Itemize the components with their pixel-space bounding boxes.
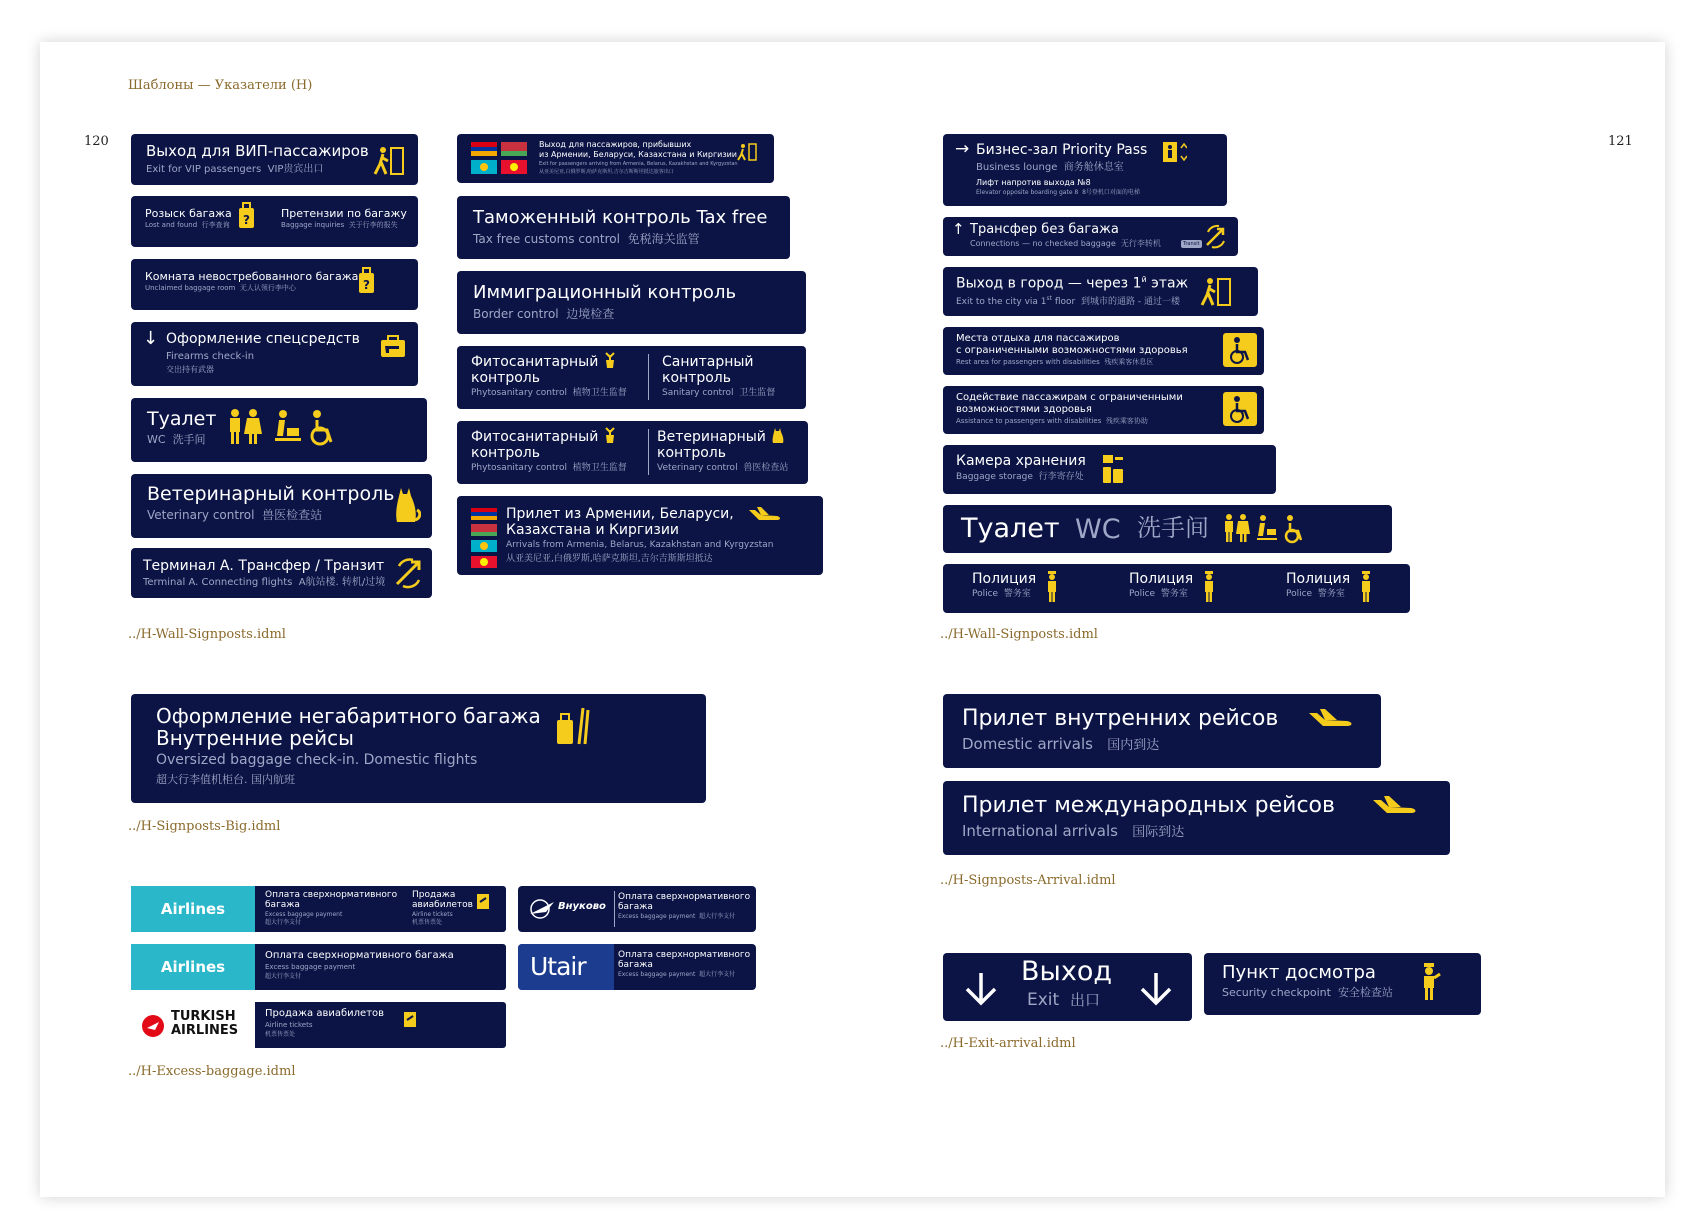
- sign-subtitle: [976, 162, 1124, 173]
- sign-title: Полиция: [972, 571, 1037, 587]
- arrow-down-icon: [1138, 971, 1174, 1007]
- sign-cn: 警务室: [1317, 589, 1345, 599]
- sign-cn: 洗手间: [1137, 514, 1209, 542]
- sign-title: Выход: [1021, 956, 1113, 987]
- sign-cn: 卫生监督: [739, 388, 776, 398]
- sign-en: Security checkpoint: [1222, 986, 1331, 999]
- exit-icon: [736, 143, 758, 161]
- sign-assistance-disabled: [943, 386, 1264, 434]
- sign-subtitle: [956, 418, 1148, 426]
- sign-police: [943, 564, 1410, 613]
- sign-cn: 免税海关监管: [627, 232, 700, 246]
- sign-oversized-baggage: [131, 694, 706, 803]
- plant-icon: [603, 351, 617, 369]
- brand-line-2: AIRLINES: [171, 1023, 239, 1038]
- arrow-down-icon: [963, 971, 999, 1007]
- sign-en: Connections — no checked baggage: [970, 239, 1116, 248]
- sign-en: Baggage inquiries: [281, 221, 345, 229]
- brand-line-1: TURKISH: [171, 1009, 236, 1024]
- sign-en: Domestic arrivals: [962, 735, 1093, 753]
- sign-exit: [943, 953, 1192, 1021]
- sign-en-b: Airline tickets: [412, 911, 453, 918]
- flag-armenia-icon: [471, 142, 497, 156]
- sign-en: Assistance to passengers with disabilities: [956, 417, 1102, 425]
- sign-title: Прилет из Армении, Беларуси,: [506, 506, 734, 522]
- sign-baggage-storage: [943, 445, 1276, 494]
- sign-en: Exit for passengers arriving from Armenia, Belarus, Kazakhstan and Kyrgyzstan: [539, 161, 738, 167]
- sign-en: Exit for VIP passengers: [146, 164, 262, 175]
- flag-kazakhstan-icon: [471, 540, 497, 552]
- divider: [648, 354, 649, 400]
- sign-cn: 植物卫生监督: [572, 463, 627, 473]
- sign-subtitle: [962, 823, 1184, 840]
- caption-exit: ../H-Exit-arrival.idml: [940, 1036, 1076, 1051]
- sign-cn: 边境检查: [566, 307, 615, 321]
- transfer-icon: [1203, 223, 1229, 249]
- turkish-airlines-logo: [131, 1002, 255, 1048]
- sign-en: Airline tickets: [265, 1021, 313, 1029]
- sign-title-2: с ограниченными возможностями здоровья: [956, 345, 1188, 356]
- sign-title: Терминал А. Трансфер / Транзит: [143, 558, 385, 574]
- sign-title: Содействие пассажирам с ограниченными: [956, 392, 1183, 403]
- sign-cn: 洗手间: [172, 433, 206, 446]
- sign-title: Прилет международных рейсов: [962, 793, 1335, 818]
- divider: [614, 891, 615, 927]
- sign-title: Фитосанитарный: [471, 354, 599, 370]
- sign-subtitle: [956, 359, 1153, 367]
- sign-title: Оплата сверхнормативного: [265, 890, 398, 900]
- toilet-icons: [1221, 513, 1361, 545]
- sign-title-b: контроль: [471, 370, 540, 386]
- sign-note-sub: [976, 190, 1140, 197]
- sign-subtitle: [147, 434, 206, 446]
- plane-arrival-icon: [747, 506, 783, 524]
- sign-cn: 超大行李支付: [265, 919, 302, 926]
- sign-exit-to-city: [943, 267, 1258, 316]
- plane-arrival-icon: [1371, 795, 1419, 819]
- flag-kyrgyzstan-icon: [471, 556, 497, 568]
- sign-en: Excess baggage payment: [618, 913, 696, 920]
- sign-cn: 超大行李值机柜台. 国内航班: [156, 773, 295, 786]
- svg-text:?: ?: [363, 278, 370, 292]
- turkish-airlines-icon: [141, 1014, 165, 1038]
- sign-en: Phytosanitary control: [471, 463, 568, 473]
- sign-en: Police: [1129, 589, 1156, 599]
- sign-subtitle: [962, 736, 1159, 753]
- sign-title: Бизнес-зал Priority Pass: [976, 142, 1148, 158]
- sign-title: Розыск багажа: [145, 207, 232, 220]
- airlines-logo: Airlines: [131, 944, 255, 990]
- sign-title-2: багажа: [265, 900, 300, 910]
- arrow-right-icon: →: [955, 139, 970, 159]
- sign-cn: 行李寄存处: [1038, 472, 1084, 482]
- sign-lost-found: [131, 196, 418, 247]
- baggage-question-icon: [237, 202, 257, 232]
- police-icon: [1045, 571, 1059, 603]
- sign-cn: 超大行李支付: [699, 971, 736, 978]
- sign-en: Unclaimed baggage room: [145, 284, 236, 292]
- security-officer-icon: [1417, 963, 1443, 1001]
- sign-en: Exit to the city via 1: [956, 297, 1047, 307]
- sign-title-b: контроль: [471, 445, 540, 461]
- flag-belarus-icon: [471, 524, 497, 536]
- sign-subtitle: [970, 240, 1161, 249]
- sign-title: Оформление негабаритного багажа: [156, 704, 541, 728]
- sign-exit-armenia: [457, 134, 774, 183]
- sign-subtitle: [1286, 590, 1345, 600]
- sign-cn: 商务舱休息室: [1063, 162, 1124, 173]
- sign-title: Выход для ВИП-пассажиров: [146, 142, 369, 160]
- baggage-question-icon: [357, 267, 377, 297]
- sign-en: Border control: [473, 307, 559, 321]
- sign-en: Business lounge: [976, 162, 1058, 173]
- brand-name: Внуково: [558, 901, 606, 912]
- sign-en: Excess baggage payment: [618, 971, 696, 978]
- sign-en: Baggage storage: [956, 472, 1033, 482]
- sign-en: Elevator opposite boarding gate 8: [976, 189, 1079, 196]
- sign-subtitle: [956, 296, 1180, 308]
- airlines-logo: Airlines: [131, 886, 255, 932]
- vnukovo-logo-icon: [528, 898, 558, 920]
- flag-armenia-icon: [471, 508, 497, 520]
- transfer-icon: [393, 556, 425, 590]
- sign-title: Комната невостребованного багажа: [145, 270, 359, 283]
- sign-title: Туалет: [961, 513, 1060, 544]
- sign-title-b2: авиабилетов: [412, 900, 473, 910]
- page-header: Шаблоны — Указатели (Н): [128, 78, 313, 93]
- sign-title: Камера хранения: [956, 453, 1086, 469]
- sign-veterinary-big: [131, 474, 432, 538]
- sign-terminal-transfer: [131, 548, 432, 598]
- sign-en: Exit: [1027, 990, 1060, 1010]
- sign-subtitle: [1222, 987, 1393, 999]
- sign-title-sup: й: [1141, 275, 1147, 284]
- sign-cn: 从亚美尼亚,白俄罗斯,哈萨克斯坦,吉尔吉斯斯坦抵达: [506, 554, 713, 564]
- sign-vnukovo: [518, 886, 756, 932]
- cat-icon: [771, 426, 785, 444]
- sign-cn: 警务室: [1003, 589, 1031, 599]
- sign-en: Tax free customs control: [473, 232, 620, 246]
- caption-excess: ../H-Excess-baggage.idml: [128, 1064, 296, 1079]
- sign-cn: 机票售票处: [265, 1031, 296, 1038]
- sign-title-b: Продажа: [412, 890, 456, 900]
- sign-subtitle: [471, 389, 627, 399]
- sign-subtitle-2: [662, 389, 775, 399]
- sign-cn: A航站楼. 转机/过境: [298, 577, 386, 588]
- sign-cn: 植物卫生监督: [572, 388, 627, 398]
- arrow-up-icon: ↑: [952, 220, 965, 238]
- page-number-left: 120: [84, 134, 109, 149]
- cat-icon: [393, 484, 421, 526]
- sign-en: Rest area for passengers with disabilities: [956, 358, 1100, 366]
- sign-subtitle: [147, 509, 322, 522]
- sign-subtitle: [972, 590, 1031, 600]
- sign-title: Выход для пассажиров, прибывших: [539, 140, 692, 149]
- sign-en: Sanitary control: [662, 388, 734, 398]
- sign-excess-row3: [255, 1002, 506, 1048]
- sign-title: Полиция: [1129, 571, 1194, 587]
- sign-toilet-small: [131, 398, 427, 462]
- sign-en-end: floor: [1052, 297, 1076, 307]
- sign-subtitle: [473, 233, 700, 246]
- plane-arrival-icon: [1307, 708, 1355, 732]
- plant-icon: [603, 426, 617, 444]
- caption-big: ../H-Signposts-Big.idml: [128, 819, 281, 834]
- sign-title-end: этаж: [1146, 275, 1189, 292]
- sign-excess-row1: [255, 886, 506, 932]
- sign-subtitle: [145, 222, 230, 230]
- sign-subtitle: [1129, 590, 1188, 600]
- sign-cn: VIP贵宾出口: [267, 164, 324, 175]
- locker-icon: [1101, 453, 1125, 485]
- sign-title: [956, 276, 1188, 291]
- sign-subtitle-2: [281, 222, 398, 230]
- sign-subtitle: [618, 914, 735, 921]
- sign-domestic-arrivals: [943, 694, 1381, 768]
- sign-title-main: Выход в город — через 1: [956, 275, 1142, 292]
- sign-customs: [457, 196, 790, 259]
- sign-cn: 到城市的通路 - 通过一楼: [1081, 297, 1180, 307]
- sign-title-2b: контроль: [657, 445, 726, 461]
- sign-title-2: Казахстана и Киргизии: [506, 522, 680, 538]
- toilet-icons: [223, 408, 413, 448]
- sign-en: Veterinary control: [657, 463, 738, 473]
- sign-en: Terminal A. Connecting flights: [143, 577, 293, 588]
- sign-cn: 超大行李支付: [265, 973, 302, 980]
- brand-name: Utair: [530, 952, 586, 981]
- sign-subtitle: [146, 164, 323, 175]
- sign-subtitle: [618, 972, 735, 979]
- sign-utair: [518, 944, 756, 990]
- caption-wall-left: ../H-Wall-Signposts.idml: [128, 627, 286, 642]
- sign-subtitle: [956, 473, 1084, 483]
- sign-phyto-veterinary: [457, 421, 808, 484]
- sign-title: Прилет внутренних рейсов: [962, 706, 1279, 731]
- sign-title: Оплата сверхнормативного: [618, 892, 751, 902]
- sign-cn: 兽医检查站: [262, 508, 323, 522]
- sign-title: Трансфер без багажа: [970, 222, 1119, 237]
- firearms-icon: [379, 334, 407, 358]
- flag-kyrgyzstan-icon: [501, 160, 527, 174]
- sign-title-2: Внутренние рейсы: [156, 726, 354, 750]
- sign-cn: 无行李转机: [1120, 239, 1161, 248]
- arrow-down-icon: ↓: [143, 328, 159, 349]
- sign-title-2b: контроль: [662, 370, 731, 386]
- sign-title: Оплата сверхнормативного багажа: [265, 950, 454, 961]
- sign-title-2: возможностями здоровья: [956, 404, 1092, 415]
- caption-wall-right: ../H-Wall-Signposts.idml: [940, 627, 1098, 642]
- sign-title: Иммиграционный контроль: [473, 282, 737, 303]
- sign-title: Ветеринарный контроль: [147, 483, 395, 505]
- sign-cn: 8号登机口对面的电梯: [1082, 189, 1140, 196]
- sign-cn: 安全检查站: [1337, 986, 1393, 999]
- ticket-icon: [403, 1010, 419, 1028]
- sign-firearms: [131, 322, 418, 386]
- sign-cn: 从亚美尼亚,白俄罗斯,哈萨克斯坦,吉尔吉斯斯坦抵达旅客出口: [539, 169, 674, 175]
- sign-title: Места отдыха для пассажиров: [956, 333, 1120, 344]
- sign-cn: 残疾乘客休息区: [1104, 358, 1154, 366]
- sign-toilet-big: [943, 505, 1392, 553]
- exit-icon: [371, 144, 407, 176]
- sign-en-sup: st: [1046, 295, 1053, 302]
- sign-title-2: Претензии по багажу: [281, 207, 407, 220]
- sign-excess-row2: [255, 944, 506, 990]
- sign-en: Veterinary control: [147, 508, 255, 522]
- sign-subtitle: [145, 285, 296, 293]
- police-icon: [1202, 571, 1216, 603]
- exit-icon: [1198, 275, 1234, 307]
- sign-title-2: Ветеринарный: [657, 429, 766, 445]
- sign-cn: 无人认领行李中心: [239, 284, 296, 292]
- sign-security-checkpoint: [1204, 953, 1481, 1015]
- sign-cn: 行李查询: [201, 221, 230, 229]
- sign-title-2: багажа: [618, 960, 653, 970]
- sign-title: Таможенный контроль Tax free: [473, 207, 768, 228]
- sign-cn: 出口: [1070, 991, 1101, 1009]
- sign-subtitle: [471, 464, 627, 474]
- sign-business-lounge: [943, 134, 1227, 206]
- sign-subtitle-2: [657, 464, 788, 474]
- sign-en: Police: [1286, 589, 1313, 599]
- sign-subtitle: [143, 577, 385, 588]
- transit-badge: Transit: [1183, 241, 1200, 247]
- sign-cn: 国内到达: [1107, 738, 1160, 753]
- sign-cn: 交出持有武器: [166, 365, 214, 374]
- ticket-icon: [476, 892, 492, 910]
- sign-note: Лифт напротив выхода №8: [976, 178, 1091, 187]
- sign-title: Туалет: [147, 408, 217, 430]
- sign-title: Фитосанитарный: [471, 429, 599, 445]
- sign-subtitle: [1027, 991, 1100, 1010]
- sign-title: Пункт досмотра: [1222, 962, 1376, 983]
- sign-en: Excess baggage payment: [265, 911, 343, 918]
- sign-en: Phytosanitary control: [471, 388, 568, 398]
- sign-cn: 关于行李的报失: [348, 221, 398, 229]
- sign-title: Продажа авиабилетов: [265, 1008, 385, 1019]
- sign-international-arrivals: [943, 781, 1450, 855]
- sign-title: Оформление спецсредств: [166, 331, 360, 347]
- divider: [648, 429, 649, 475]
- sign-unclaimed: [131, 259, 418, 310]
- sign-en: WC: [147, 433, 166, 446]
- elevator-icon: [1161, 140, 1187, 164]
- flag-belarus-icon: [501, 142, 527, 156]
- sign-phyto-sanitary: [457, 346, 806, 409]
- wheelchair-icon: [1223, 333, 1257, 367]
- sign-en: Arrivals from Armenia, Belarus, Kazakhstan and Kyrgyzstan: [506, 540, 774, 550]
- sign-cn: 超大行李支付: [699, 913, 736, 920]
- sign-title-2: из Армении, Беларуси, Казахстана и Киргизии: [539, 150, 738, 159]
- sign-en: Lost and found: [145, 221, 198, 229]
- sign-title-2: Санитарный: [662, 354, 754, 370]
- police-icon: [1359, 571, 1373, 603]
- sign-title: Оплата сверхнормативного: [618, 950, 751, 960]
- sign-en: Excess baggage payment: [265, 963, 356, 971]
- sign-en: Police: [972, 589, 999, 599]
- sign-cn: 警务室: [1160, 589, 1188, 599]
- sign-transfer-no-baggage: [943, 217, 1238, 256]
- wheelchair-icon: [1223, 392, 1257, 426]
- sign-subtitle: [473, 308, 614, 321]
- sign-en: International arrivals: [962, 822, 1118, 840]
- flag-kazakhstan-icon: [471, 160, 497, 174]
- sign-arrivals-armenia: [457, 496, 823, 575]
- sign-en: Oversized baggage check-in. Domestic flights: [156, 752, 478, 768]
- sign-title: Полиция: [1286, 571, 1351, 587]
- sign-title-2: багажа: [618, 902, 653, 912]
- sign-en: WC: [1075, 514, 1121, 545]
- page-number-right: 121: [1608, 134, 1633, 149]
- sign-cn: 国际到达: [1132, 825, 1185, 840]
- sign-en: Firearms check-in: [166, 351, 255, 362]
- svg-text:?: ?: [243, 213, 250, 227]
- sign-immigration: [457, 271, 806, 334]
- sign-cn-b: 机票售票处: [412, 919, 443, 926]
- sign-cn: 残疾乘客协助: [1105, 417, 1148, 425]
- sign-cn: 兽医检查站: [743, 463, 789, 473]
- sign-rest-area-disabled: [943, 327, 1264, 375]
- oversized-baggage-icon: [555, 706, 591, 746]
- sign-vip-exit: [131, 134, 418, 185]
- caption-arrival: ../H-Signposts-Arrival.idml: [940, 873, 1116, 888]
